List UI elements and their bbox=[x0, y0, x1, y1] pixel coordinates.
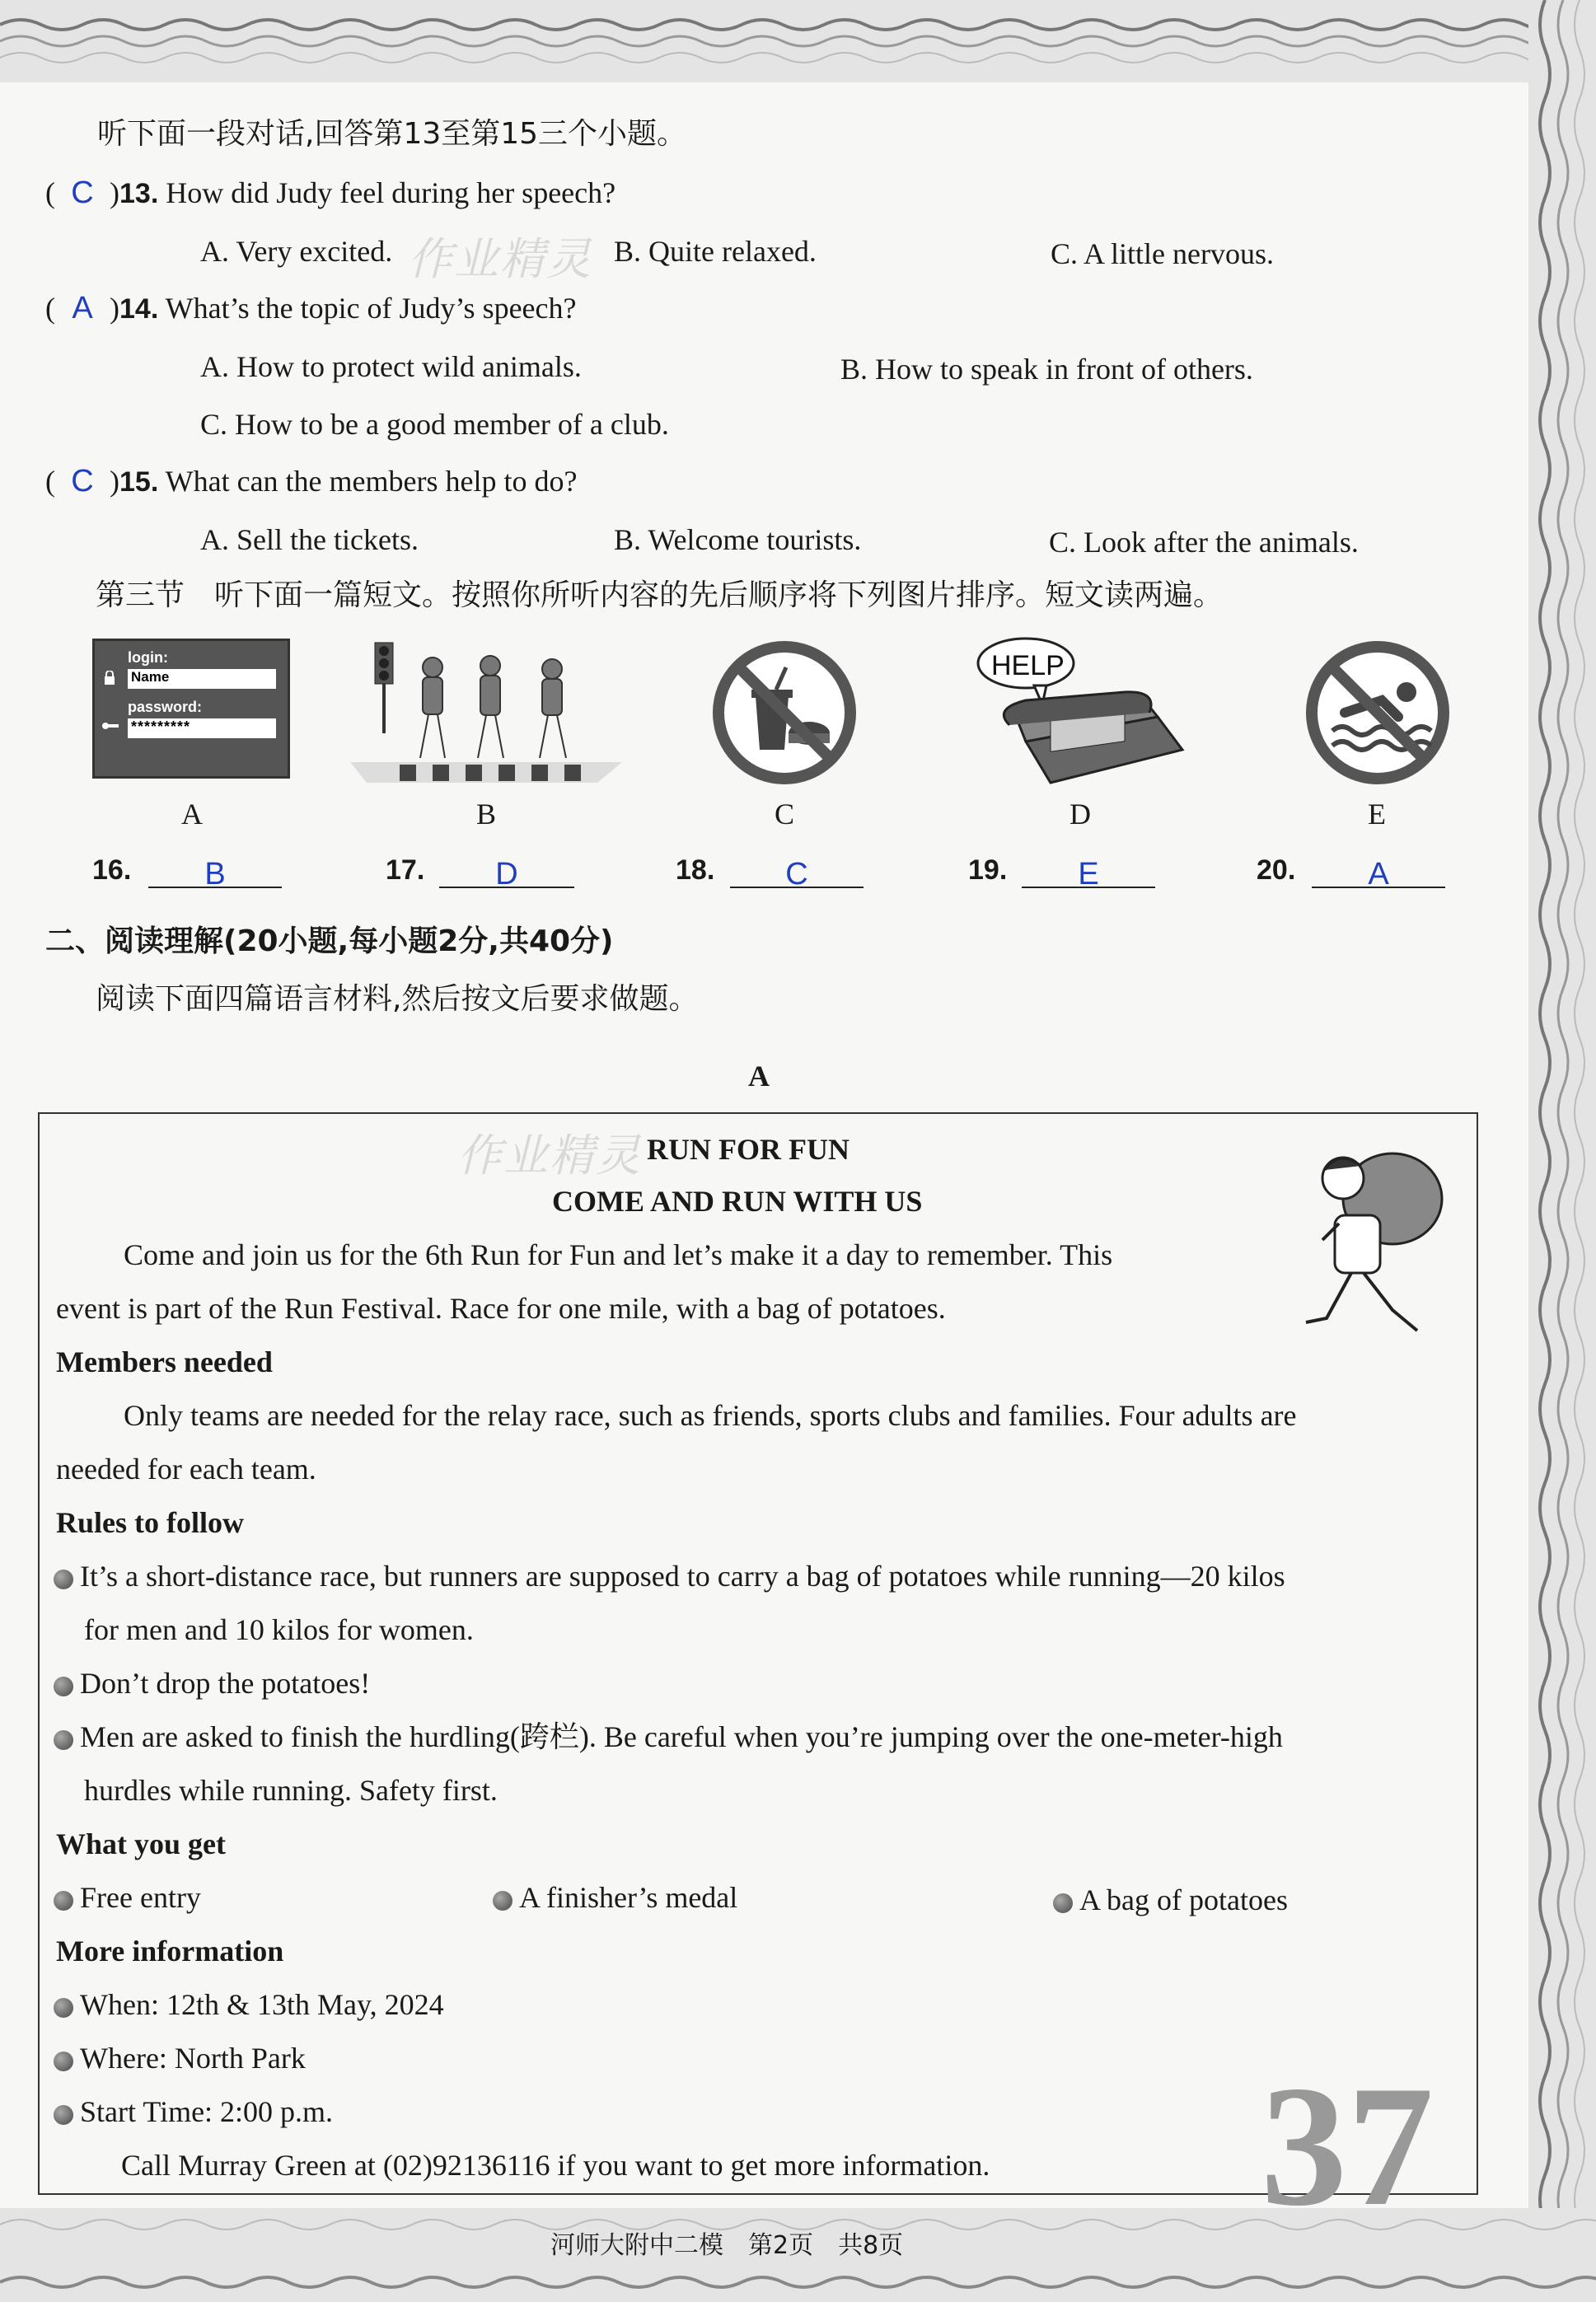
rule-2-text: Don’t drop the potatoes! bbox=[80, 1667, 371, 1700]
paren-close: ) bbox=[110, 465, 119, 498]
option-13-c: C. A little nervous. bbox=[1051, 237, 1275, 270]
members-line-1: Only teams are needed for the relay race, such as friends, sports clubs and families. Four adults are bbox=[124, 1399, 1297, 1432]
question-14 bbox=[45, 292, 577, 324]
get-item-3 bbox=[1053, 1885, 1288, 1915]
heading-more-information: More information bbox=[56, 1935, 284, 1967]
ad-intro-line-1: Come and join us for the 6th Run for Fun and let’s make it a day to remember. This bbox=[124, 1238, 1113, 1271]
order-number-16: 16. bbox=[92, 854, 132, 886]
order-answer-16: B bbox=[204, 857, 226, 891]
heading-rules: Rules to follow bbox=[56, 1506, 244, 1539]
get-item-2-text: A finisher’s medal bbox=[519, 1881, 738, 1914]
order-blank-16 bbox=[148, 857, 282, 891]
bullet-icon bbox=[54, 1891, 73, 1911]
bullet-icon bbox=[54, 2052, 73, 2071]
ad-intro-line-2: event is part of the Run Festival. Race for one mile, with a bag of potatoes. bbox=[56, 1292, 946, 1325]
name-field: Name bbox=[128, 669, 276, 689]
picture-label-d: D bbox=[1069, 798, 1091, 830]
key-icon bbox=[101, 720, 119, 736]
option-15-a: A. Sell the tickets. bbox=[200, 523, 419, 556]
info-start bbox=[54, 2097, 333, 2127]
password-label: password: bbox=[128, 699, 203, 715]
picture-label-e: E bbox=[1368, 798, 1386, 830]
info-call: Call Murray Green at (02)92136116 if you want to get more information. bbox=[121, 2149, 990, 2182]
info-when-text: When: 12th & 13th May, 2024 bbox=[80, 1988, 444, 2021]
ad-box bbox=[38, 1112, 1478, 2195]
order-number-18: 18. bbox=[676, 854, 715, 886]
picture-a-login bbox=[92, 639, 290, 779]
part2-instruction: 阅读下面四篇语言材料,然后按文后要求做题。 bbox=[96, 982, 699, 1016]
ad-title-2: COME AND RUN WITH US bbox=[552, 1185, 923, 1218]
option-13-a: A. Very excited. bbox=[200, 235, 393, 268]
get-item-1 bbox=[54, 1883, 201, 1912]
option-14-b: B. How to speak in front of others. bbox=[840, 353, 1253, 386]
bullet-icon bbox=[54, 1677, 73, 1696]
rule-1-line-2: for men and 10 kilos for women. bbox=[84, 1613, 474, 1646]
section3-instruction: 第三节 听下面一篇短文。按照你所听内容的先后顺序将下列图片排序。短文读两遍。 bbox=[96, 578, 1224, 612]
rule-3-line-1: Men are asked to finish the hurdling(跨栏). Be careful when you’re jumping over the one-meter-high bbox=[80, 1720, 1283, 1753]
page-number-stamp: 37 bbox=[1261, 2051, 1434, 2242]
option-15-c: C. Look after the animals. bbox=[1049, 526, 1359, 559]
rule-2 bbox=[54, 1668, 370, 1698]
bullet-icon bbox=[54, 2105, 73, 2125]
paren-close: ) bbox=[110, 292, 119, 325]
picture-c-no-food-icon bbox=[710, 639, 859, 787]
order-blank-20 bbox=[1312, 857, 1445, 891]
bullet-icon bbox=[54, 1570, 73, 1589]
question-15 bbox=[45, 466, 577, 497]
right-wavy-border bbox=[1528, 0, 1596, 2302]
bullet-icon bbox=[493, 1891, 512, 1911]
picture-label-c: C bbox=[775, 798, 795, 830]
rule-3 bbox=[54, 1722, 1283, 1752]
paren-close: ) bbox=[110, 176, 119, 209]
ad-title-1: RUN FOR FUN bbox=[647, 1133, 849, 1166]
option-13-b: B. Quite relaxed. bbox=[614, 235, 817, 268]
order-blank-18 bbox=[730, 857, 864, 891]
answer-13: C bbox=[71, 175, 94, 210]
option-15-b: B. Welcome tourists. bbox=[614, 523, 862, 556]
question-13 bbox=[45, 177, 615, 208]
question-text: How did Judy feel during her speech? bbox=[166, 176, 616, 209]
dialog-intro: 听下面一段对话,回答第13至第15三个小题。 bbox=[97, 117, 687, 151]
order-answer-17: D bbox=[495, 857, 518, 891]
order-answer-19: E bbox=[1078, 857, 1099, 891]
runner-with-sack-icon bbox=[1294, 1141, 1458, 1347]
top-wavy-border bbox=[0, 0, 1596, 82]
bullet-icon bbox=[54, 1998, 73, 2018]
question-text: What’s the topic of Judy’s speech? bbox=[165, 292, 577, 325]
answer-15: C bbox=[71, 464, 94, 498]
question-number: 13. bbox=[119, 178, 159, 209]
info-where bbox=[54, 2043, 306, 2073]
lock-icon bbox=[103, 671, 116, 684]
info-start-text: Start Time: 2:00 p.m. bbox=[80, 2095, 334, 2128]
part2-title: 二、阅读理解(20小题,每小题2分,共40分) bbox=[45, 924, 614, 958]
passage-letter: A bbox=[748, 1060, 770, 1093]
rule-1 bbox=[54, 1561, 1285, 1591]
bullet-icon bbox=[54, 1730, 73, 1750]
help-bubble-text: HELP bbox=[991, 650, 1065, 681]
picture-label-b: B bbox=[476, 798, 497, 830]
rule-3-line-2: hurdles while running. Safety first. bbox=[84, 1774, 498, 1807]
watermark: 作业精灵 bbox=[408, 233, 592, 285]
paren-open: ( bbox=[45, 176, 55, 209]
info-where-text: Where: North Park bbox=[80, 2042, 306, 2075]
footer: 河师大附中二模 第2页 共8页 bbox=[550, 2231, 904, 2260]
picture-label-a: A bbox=[181, 798, 203, 830]
order-blank-17 bbox=[439, 857, 574, 891]
question-number: 15. bbox=[119, 466, 159, 498]
order-answer-20: A bbox=[1368, 857, 1389, 891]
heading-members-needed: Members needed bbox=[56, 1345, 273, 1378]
get-item-1-text: Free entry bbox=[80, 1881, 201, 1914]
picture-e-no-swimming-icon bbox=[1303, 639, 1452, 787]
paren-open: ( bbox=[45, 465, 55, 498]
bullet-icon bbox=[1053, 1893, 1073, 1913]
get-item-3-text: A bag of potatoes bbox=[1079, 1883, 1288, 1916]
option-14-c: C. How to be a good member of a club. bbox=[200, 408, 669, 441]
order-number-19: 19. bbox=[968, 854, 1008, 886]
paren-open: ( bbox=[45, 292, 55, 325]
rule-1-line-1: It’s a short-distance race, but runners are supposed to carry a bag of potatoes while running—20 kilos bbox=[80, 1560, 1285, 1593]
heading-what-you-get: What you get bbox=[56, 1827, 226, 1860]
picture-b-crosswalk-icon bbox=[350, 634, 622, 783]
option-14-a: A. How to protect wild animals. bbox=[200, 350, 582, 383]
question-text: What can the members help to do? bbox=[165, 465, 578, 498]
get-item-2 bbox=[493, 1883, 737, 1912]
order-answer-18: C bbox=[785, 857, 808, 891]
order-number-20: 20. bbox=[1257, 854, 1296, 886]
order-blank-19 bbox=[1022, 857, 1155, 891]
question-number: 14. bbox=[119, 293, 159, 325]
info-when bbox=[54, 1990, 444, 2019]
login-label: login: bbox=[128, 649, 168, 666]
answer-14: A bbox=[72, 291, 93, 325]
password-field: ********* bbox=[128, 718, 276, 738]
members-line-2: needed for each team. bbox=[56, 1453, 316, 1486]
order-number-17: 17. bbox=[386, 854, 425, 886]
watermark: 作业精灵 bbox=[457, 1130, 642, 1181]
